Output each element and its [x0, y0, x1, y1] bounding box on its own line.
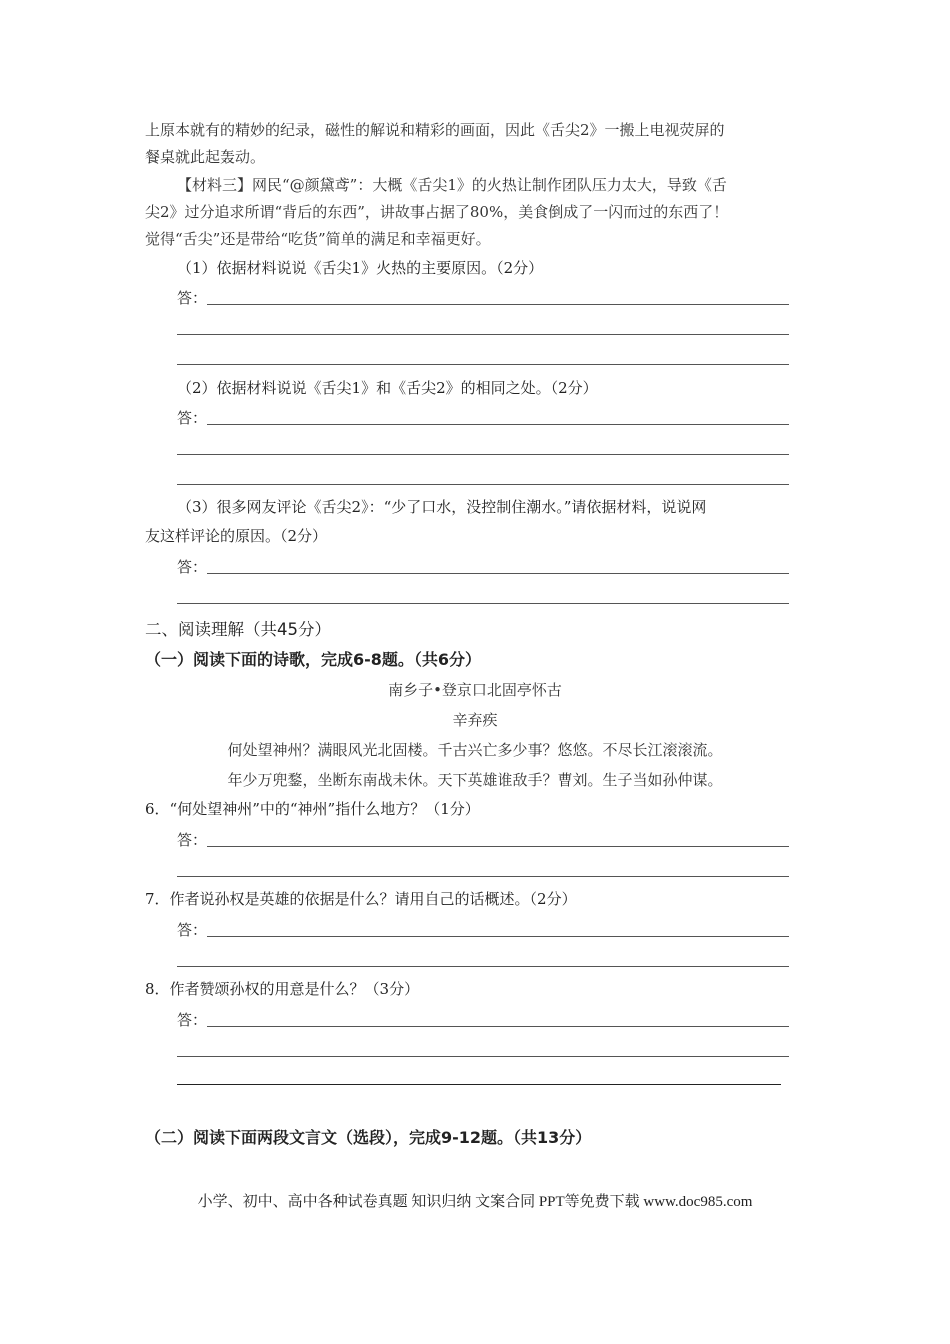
poem-line: 何处望神州？满眼风光北固楼。千古兴亡多少事？悠悠。不尽长江滚滚流。: [227, 741, 723, 759]
answer-label: 答：: [177, 921, 208, 939]
footer-text: 小学、初中、高中各种试卷真题 知识归纳 文案合同 PPT等免费下载 www.doc985.com: [197, 1194, 753, 1210]
answer-line[interactable]: [207, 573, 789, 574]
question-8: 8．作者赞颂孙权的用意是什么？（3分）: [145, 980, 420, 998]
answer-line[interactable]: [207, 304, 789, 305]
answer-label: 答：: [177, 558, 208, 576]
answer-line[interactable]: [177, 966, 789, 967]
answer-line[interactable]: [177, 1084, 781, 1085]
question-6: 6．“何处望神州”中的“神州”指什么地方？（1分）: [145, 800, 480, 818]
answer-label: 答：: [177, 1011, 208, 1029]
question-1: （1）依据材料说说《舌尖1》火热的主要原因。（2分）: [177, 259, 544, 277]
answer-line[interactable]: [177, 454, 789, 455]
answer-line[interactable]: [207, 1026, 789, 1027]
answer-line[interactable]: [177, 484, 789, 485]
material2-line: 上原本就有的精妙的纪录，磁性的解说和精彩的画面，因此《舌尖2》一搬上电视荧屏的: [145, 121, 725, 139]
answer-line[interactable]: [177, 334, 789, 335]
material3-line: 【材料三】网民“@颜黛鸢”：大概《舌尖1》的火热让制作团队压力太大，导致《舌: [177, 176, 727, 194]
answer-line[interactable]: [207, 424, 789, 425]
part-title: （一）阅读下面的诗歌，完成6-8题。（共6分）: [145, 650, 482, 669]
poem-title: 南乡子•登京口北固亭怀古: [388, 681, 562, 699]
question-3: （3）很多网友评论《舌尖2》：“少了口水，没控制住潮水。”请依据材料，说说网: [177, 498, 707, 516]
section-title: 二、阅读理解（共45分）: [145, 620, 331, 639]
answer-label: 答：: [177, 409, 208, 427]
material3-line: 尖2》过分追求所谓“背后的东西”，讲故事占据了80%，美食倒成了一闪而过的东西了！: [145, 203, 729, 221]
answer-label: 答：: [177, 831, 208, 849]
answer-line[interactable]: [207, 936, 789, 937]
question-3-cont: 友这样评论的原因。（2分）: [145, 527, 328, 545]
answer-label: 答：: [177, 289, 208, 307]
part-title: （二）阅读下面两段文言文（选段），完成9-12题。（共13分）: [145, 1128, 592, 1147]
question-2: （2）依据材料说说《舌尖1》和《舌尖2》的相同之处。（2分）: [177, 379, 598, 397]
poem-line: 年少万兜鍪，坐断东南战未休。天下英雄谁敌手？曹刘。生子当如孙仲谋。: [227, 771, 723, 789]
answer-line[interactable]: [177, 1056, 789, 1057]
answer-line[interactable]: [177, 603, 789, 604]
answer-line[interactable]: [207, 846, 789, 847]
answer-line[interactable]: [177, 876, 789, 877]
poem-author: 辛弃疾: [452, 711, 498, 729]
question-7: 7．作者说孙权是英雄的依据是什么？请用自己的话概述。（2分）: [145, 890, 577, 908]
answer-line[interactable]: [177, 364, 789, 365]
material3-line: 觉得“舌尖”还是带给“吃货”简单的满足和幸福更好。: [145, 230, 491, 248]
material2-line: 餐桌就此起轰动。: [145, 148, 266, 166]
